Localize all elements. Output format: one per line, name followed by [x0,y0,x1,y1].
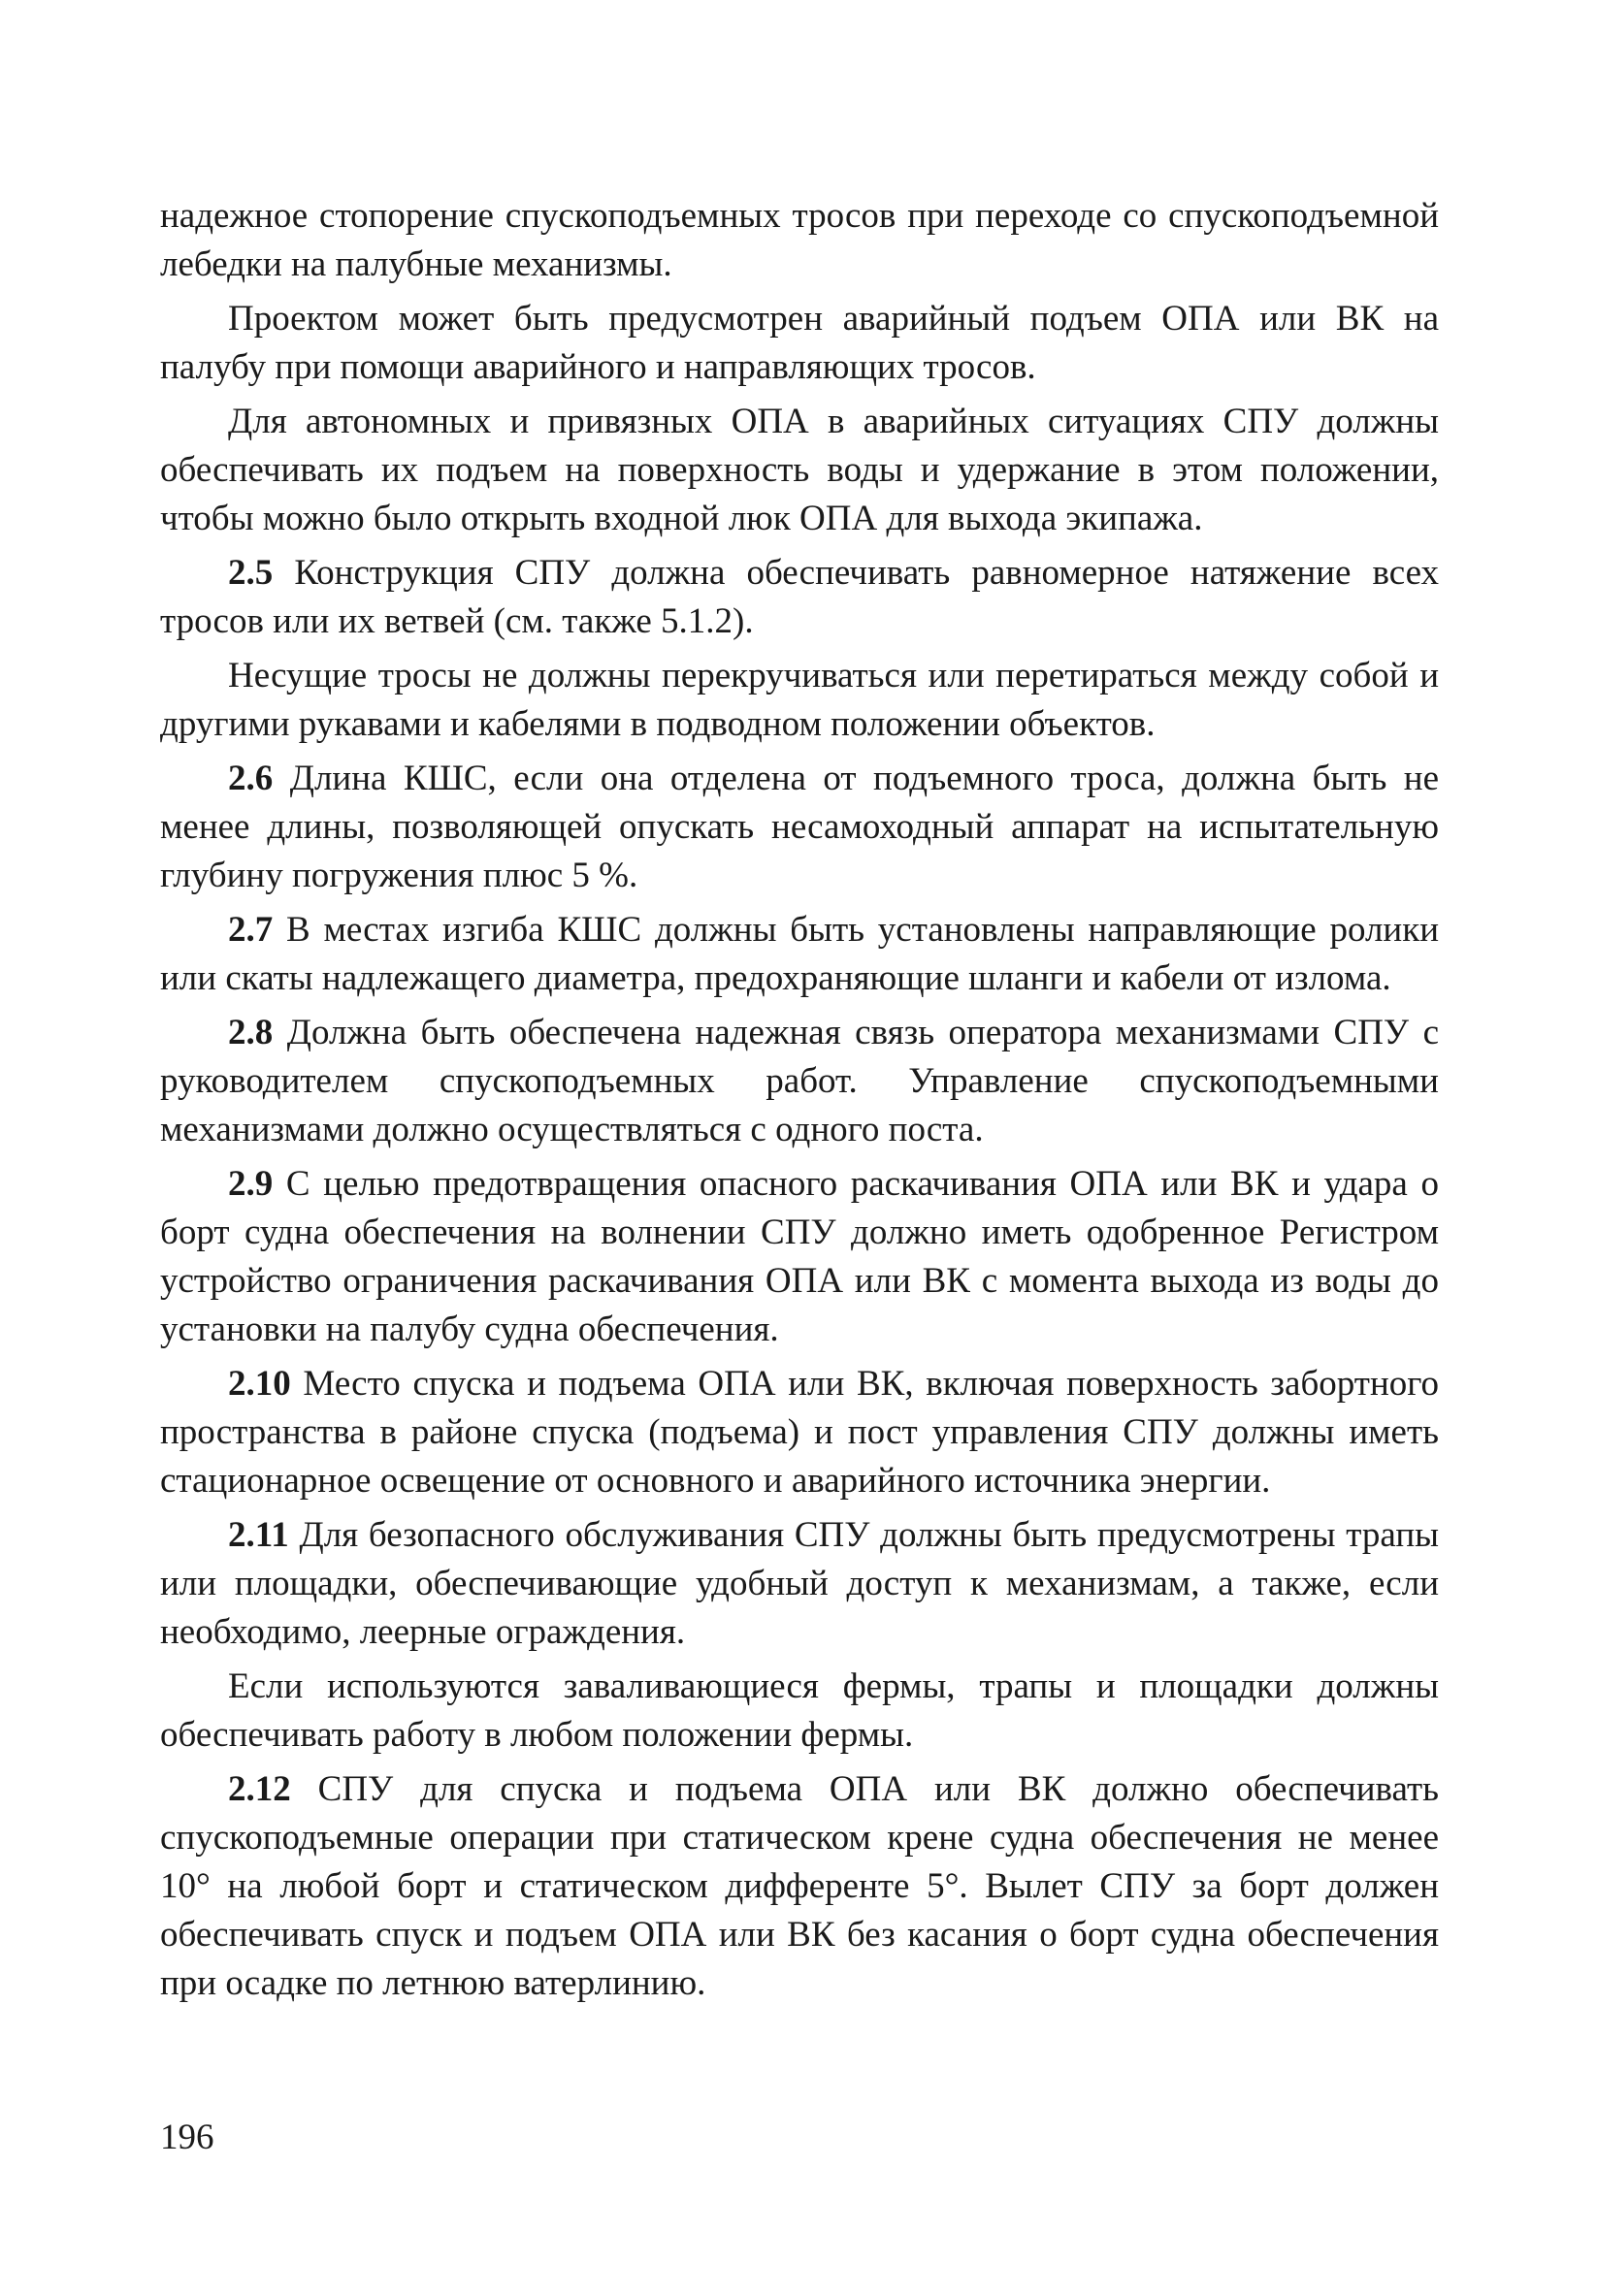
paragraph-text: СПУ для спуска и подъема ОПА или ВК должно обеспечивать спускоподъемные операции при статическом крене судна обеспечения не менее 10° на любой борт и статическом дифференте 5°. Вылет СПУ за борт должен обеспечивать спуск и подъем ОПА или ВК без касания о борт судна обеспечения при осадке по летнюю ватерлинию. [160,1769,1439,2003]
section-number: 2.8 [228,1013,274,1052]
paragraph-text: Конструкция СПУ должна обеспечивать равномерное натяжение всех тросов или их ветвей (см. также 5.1.2). [160,553,1440,641]
section-2-5 [160,549,1439,646]
paragraph-12 [160,1663,1439,1760]
paragraph-text: надежное стопорение спускоподъемных тросов при переходе со спускоподъемной лебедки на палубные механизмы. [160,196,1439,284]
section-2-8 [160,1009,1439,1154]
section-number: 2.6 [228,759,274,798]
paragraph-text: Должна быть обеспечена надежная связь оператора механизмами СПУ с руководителем спускоподъемных работ. Управление спускоподъемными механизмами должно осуществляться с одного поста. [160,1013,1439,1149]
section-2-11 [160,1511,1439,1657]
paragraph-text: Для автономных и привязных ОПА в аварийных ситуациях СПУ должны обеспечивать их подъем на поверхность воды и удержание в этом положении, чтобы можно было открыть входной люк ОПА для выхода экипажа. [160,402,1439,538]
section-2-9 [160,1160,1439,1354]
paragraph-3 [160,398,1439,543]
section-2-7 [160,906,1439,1003]
paragraph-text: С целью предотвращения опасного раскачивания ОПА или ВК и удара о борт судна обеспечения на волнении СПУ должно иметь одобренное Регистром устройство ограничения раскачивания ОПА или ВК с момента выхода из воды до установки на палубу судна обеспечения. [160,1164,1440,1349]
section-number: 2.5 [228,553,274,593]
paragraph-text: Для безопасного обслуживания СПУ должны быть предусмотрены трапы или площадки, обеспечивающие удобный доступ к механизмам, а также, если необходимо, леерные ограждения. [160,1515,1440,1652]
page-body [160,192,1439,2008]
section-2-10 [160,1360,1439,1505]
paragraph-2 [160,295,1439,392]
section-number: 2.7 [228,910,274,950]
page-number: 196 [160,2118,214,2157]
section-number: 2.9 [228,1164,274,1204]
paragraph-text: Несущие тросы не должны перекручиваться или перетираться между собой и другими рукавами и кабелями в подводном положении объектов. [160,656,1439,744]
section-2-12 [160,1765,1439,2008]
section-number: 2.10 [228,1364,291,1404]
paragraph-5 [160,652,1439,749]
paragraph-text: Если используются заваливающиеся фермы, трапы и площадки должны обеспечивать работу в любом положении фермы. [160,1666,1439,1755]
paragraph-text: В местах изгиба КШС должны быть установлены направляющие ролики или скаты надлежащего диаметра, предохраняющие шланги и кабели от излома. [160,910,1440,998]
section-2-6 [160,755,1439,900]
section-number: 2.12 [228,1769,291,1809]
section-number: 2.11 [228,1515,289,1555]
paragraph-text: Место спуска и подъема ОПА или ВК, включая поверхность забортного пространства в районе спуска (подъема) и пост управления СПУ должны иметь стационарное освещение от основного и аварийного источника энергии. [160,1364,1440,1501]
paragraph-text: Длина КШС, если она отделена от подъемного троса, должна быть не менее длины, позволяющей опускать несамоходный аппарат на испытательную глубину погружения плюс 5 %. [160,759,1440,895]
paragraph-1 [160,192,1439,289]
paragraph-text: Проектом может быть предусмотрен аварийный подъем ОПА или ВК на палубу при помощи аварийного и направляющих тросов. [160,299,1439,387]
